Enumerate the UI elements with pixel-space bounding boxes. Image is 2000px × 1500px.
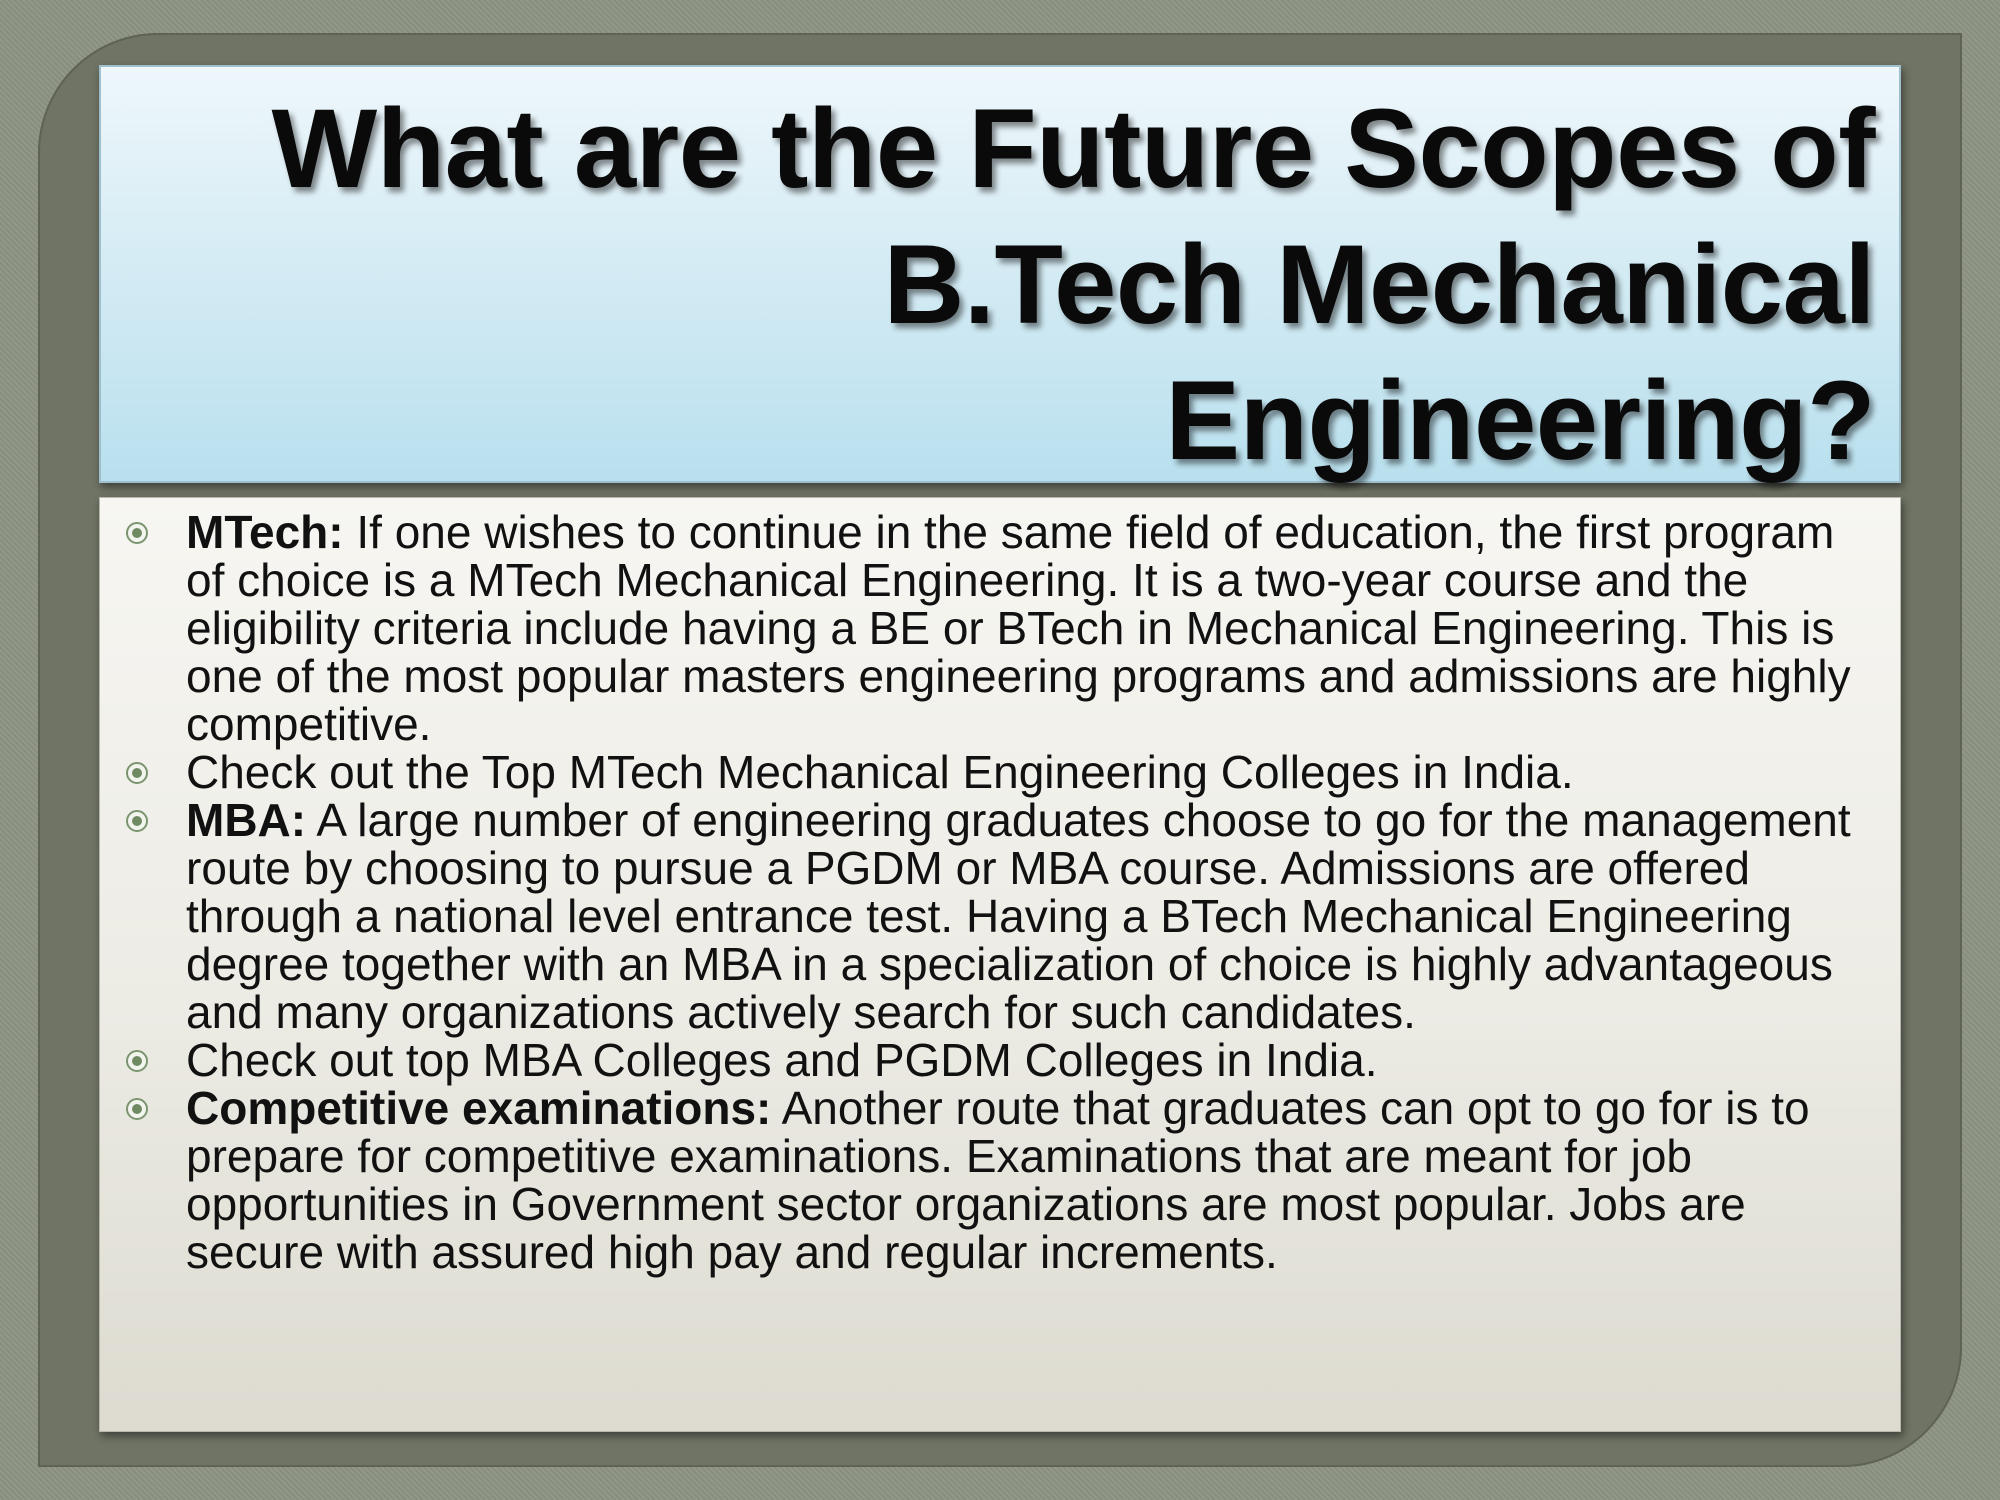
bullet-text: Check out top MBA Colleges and PGDM Colleges in India. (186, 1034, 1378, 1086)
bullet-item-mtech-colleges (100, 748, 1902, 796)
bullet-text: If one wishes to continue in the same field of education, the first program of choice is a MTech Mechanical Engineering. It is a two-year course and the eligibility criteria include having a BE or BTech in Mechanical Engineering. This is one of the most popular masters engineering programs and admissions are highly competitive. (186, 506, 1851, 750)
slide-title (175, 81, 1875, 489)
bullet-lead: MBA: (186, 794, 307, 846)
circle-bullet-icon (126, 522, 148, 544)
bullet-text: Check out the Top MTech Mechanical Engineering Colleges in India. (186, 746, 1574, 798)
title-line: B.Tech Mechanical (883, 222, 1875, 347)
title-line: Engineering? (1165, 358, 1875, 483)
circle-bullet-icon (126, 762, 148, 784)
bullet-item-mba (100, 796, 1902, 1036)
title-panel (99, 65, 1901, 483)
bullet-item-competitive-exams (100, 1084, 1902, 1276)
circle-bullet-icon (126, 810, 148, 832)
bullet-item-mba-colleges (100, 1036, 1902, 1084)
bullet-text: Another route that graduates can opt to go for is to prepare for competitive examinations. Examinations that are meant for job opportunities in Government sector organizations are most popular. Jobs are secure with assured high pay and regular increments. (186, 1082, 1810, 1278)
circle-bullet-icon (126, 1050, 148, 1072)
title-line: What are the Future Scopes of (271, 86, 1875, 211)
bullet-lead: MTech: (186, 506, 344, 558)
bullet-lead: Competitive examinations: (186, 1082, 772, 1134)
circle-bullet-icon (126, 1098, 148, 1120)
bullet-item-mtech (100, 508, 1902, 748)
bullet-list (100, 508, 1902, 1276)
content-panel (99, 497, 1901, 1432)
bullet-text: A large number of engineering graduates choose to go for the management route by choosing to pursue a PGDM or MBA course. Admissions are offered through a national level entrance test. Having a BTech Mechanical Engineering degree together with an MBA in a specialization of choice is highly advantageous and many organizations actively search for such candidates. (186, 794, 1851, 1038)
